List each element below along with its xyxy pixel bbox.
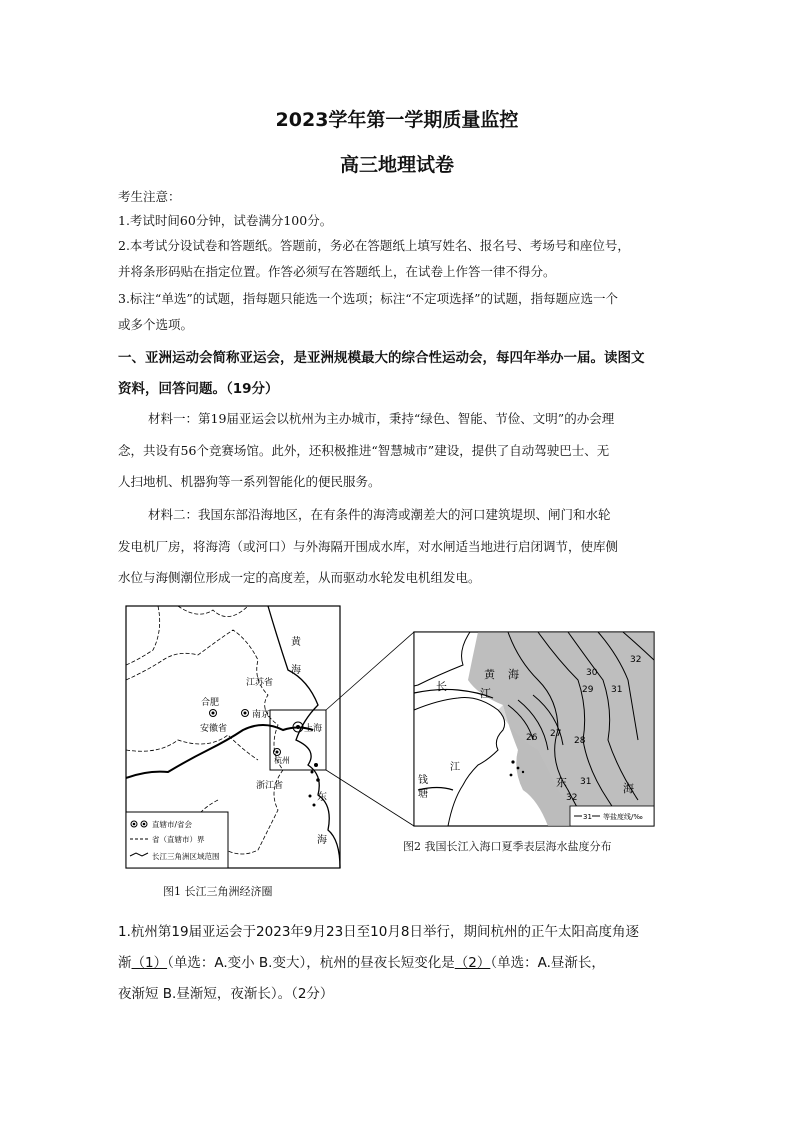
legend-range-label: 长江三角洲区域范围 — [152, 852, 220, 861]
label-jiangsu: 江苏省 — [246, 678, 274, 688]
fig2-legend-value: 31 — [583, 813, 592, 821]
fig2-label-dong: 东 — [556, 776, 567, 789]
fig2-label-jiang: 江 — [480, 687, 491, 700]
isoline-29: 29 — [582, 685, 594, 695]
material1-line-1: 材料一：第19届亚运会以杭州为主办城市，秉持“绿色、智能、节俭、文明”的办会理 — [148, 411, 615, 426]
question1-line-1: 1.杭州第19届亚运会于2023年9月23日至10月8日举行，期间杭州的正午太阳高度角逐 — [118, 924, 639, 940]
material2-line-3: 水位与海侧潮位形成一定的高度差，从而驱动水轮发电机组发电。 — [118, 570, 481, 585]
notice-line-3: 并将条形码贴在指定位置。作答必须写在答题纸上，在试卷上作答一律不得分。 — [118, 264, 556, 279]
material1-line-3: 人扫地机、机器狗等一系列智能化的便民服务。 — [118, 474, 381, 489]
legend-border-label: 省（直辖市）界 — [152, 835, 205, 844]
legend-city-label: 直辖市/省会 — [152, 820, 193, 829]
isoline-32: 32 — [630, 655, 642, 665]
fig2-label-huang: 黄 — [484, 668, 495, 681]
notice-line-4: 3.标注“单选”的试题，指每题只能选一个选项；标注“不定项选择”的试题，指每题应选一个 — [118, 291, 618, 306]
isoline-26: 26 — [526, 733, 538, 743]
material2-line-2: 发电机厂房，将海湾（或河口）与外海隔开围成水库，对水闸适当地进行启闭调节，使库侧 — [118, 539, 619, 554]
fig2-label-jiang2: 江 — [450, 762, 460, 773]
section1-line-1: 一、亚洲运动会简称亚运会，是亚洲规模最大的综合性运动会，每四年举办一届。读图文 — [118, 350, 645, 366]
label-shanghai: 上海 — [304, 724, 323, 734]
question1-line-2c: （单选：A.昼渐长， — [490, 955, 605, 971]
blank-2[interactable]: （2） — [454, 955, 491, 971]
fig2-label-chang: 长 — [436, 680, 447, 693]
label-anhui: 安徽省 — [200, 724, 228, 734]
label-hangzhou: 杭州 — [274, 756, 290, 765]
label-yellow-sea-1: 黄 — [291, 637, 301, 648]
label-east-sea-1: 东 — [317, 792, 327, 803]
material1-line-2: 念，共设有56个竞赛场馆。此外，还积极推进“智慧城市”建设，提供了自动驾驶巴士、无 — [118, 443, 610, 458]
label-yellow-sea-2: 海 — [291, 665, 301, 676]
isoline-28: 28 — [574, 736, 586, 746]
material2-line-1: 材料二：我国东部沿海地区，在有条件的海湾或潮差大的河口建筑堤坝、闸门和水轮 — [148, 507, 611, 522]
fig2-legend-label: 等盐度线/‰ — [603, 813, 643, 821]
label-hefei: 合肥 — [201, 698, 220, 708]
question1-line-3: 夜渐短 B.昼渐短，夜渐长）。（2分） — [118, 986, 334, 1002]
exam-subtitle: 高三地理试卷 — [339, 154, 454, 176]
fig2-label-hai: 海 — [508, 668, 519, 681]
notice-line-1: 1.考试时间60分钟，试卷满分100分。 — [118, 213, 333, 228]
isoline-31: 31 — [611, 685, 623, 695]
label-zhejiang: 浙江省 — [256, 781, 284, 791]
notice-line-5: 或多个选项。 — [118, 317, 194, 332]
isoline-32b: 32 — [566, 793, 578, 803]
exam-title: 2023学年第一学期质量监控 — [275, 109, 519, 131]
figure1-caption: 图1 长江三角洲经济圈 — [163, 885, 273, 898]
label-nanjing: 南京 — [252, 710, 271, 720]
figure2-caption: 图2 我国长江入海口夏季表层海水盐度分布 — [403, 840, 612, 853]
blank-1[interactable]: （1） — [131, 955, 168, 971]
label-east-sea-2: 海 — [317, 835, 327, 846]
isoline-31b: 31 — [580, 777, 592, 787]
notice-line-2: 2.本考试分设试卷和答题纸。答题前，务必在答题纸上填写姓名、报名号、考场号和座位号， — [118, 238, 630, 253]
section1-line-2: 资料，回答问题。（19分） — [118, 381, 279, 397]
fig2-label-tang: 塘 — [418, 789, 428, 800]
question1-line-2b: （单选：A.变小 B.变大），杭州的昼夜长短变化是 — [167, 955, 455, 971]
fig2-label-qian: 钱 — [418, 775, 428, 786]
figures-area — [118, 600, 678, 910]
fig2-label-hai2: 海 — [623, 782, 634, 795]
notice-heading: 考生注意： — [118, 189, 181, 204]
question1-line-2a: 渐 — [118, 955, 132, 971]
question1-line-2 — [118, 951, 605, 971]
isoline-30: 30 — [586, 668, 598, 678]
isoline-27: 27 — [550, 729, 562, 739]
